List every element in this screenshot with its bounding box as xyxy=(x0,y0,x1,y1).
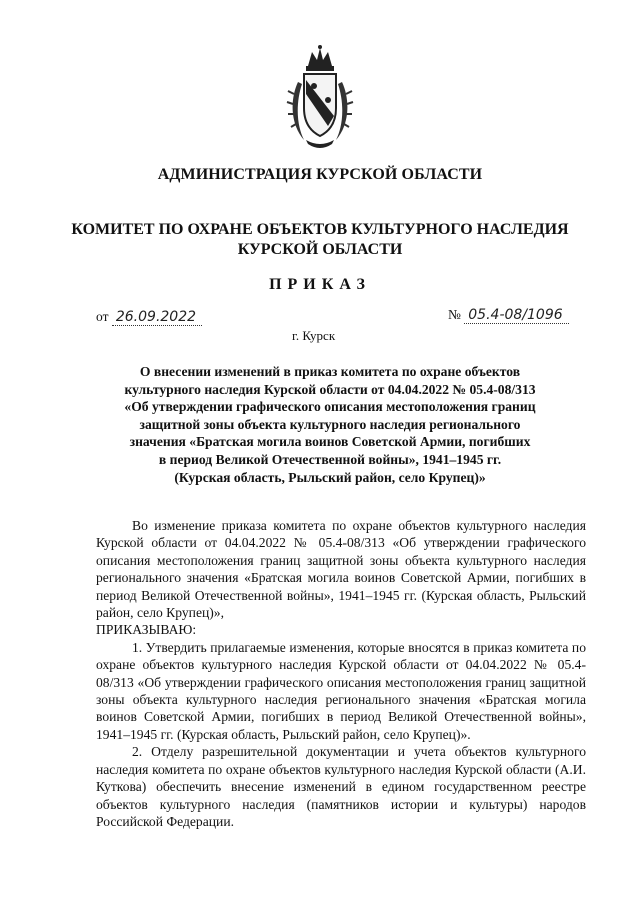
title-line: (Курская область, Рыльский район, село Крупец)» xyxy=(174,469,486,485)
order-title xyxy=(96,363,564,486)
title-line: культурного наследия Курской области от 04.04.2022 № 05.4-08/313 xyxy=(124,381,536,397)
intro-paragraph: Во изменение приказа комитета по охране объектов культурного наследия Курской области от 04.04.2022 № 05.4-08/313 «Об утверждении графического описания местоположения границ защитной зоны объекта культурного наследия регионального значения «Братская могила воинов Советской Армии, погибших в период Великой Отечественной войны», 1941–1945 гг. (Курская область, Рыльский район, село Крупец)», xyxy=(96,518,586,621)
order-body xyxy=(96,517,586,830)
committee-heading xyxy=(60,220,580,260)
title-line: «Об утверждении графического описания местоположения границ xyxy=(124,399,536,415)
date-field xyxy=(96,309,202,326)
date-label: от xyxy=(96,309,109,324)
title-line: значения «Братская могила воинов Советской Армии, погибших xyxy=(129,434,531,450)
handwritten-number: 05.4-08/1096 xyxy=(464,307,568,324)
number-field xyxy=(448,307,569,324)
title-line: в период Великой Отечественной войны», 1941–1945 гг. xyxy=(158,451,502,467)
coat-of-arms-emblem xyxy=(284,44,356,152)
item-1-paragraph: 1. Утвердить прилагаемые изменения, которые вносятся в приказ комитета по охране объектов культурного наследия Курской области от 04.04.2022 № 05.4-08/313 «Об утверждении графического описания местоположения границ защитной зоны объекта культурного наследия регионального значения «Братская могила воинов Советской Армии, погибших в период Великой Отечественной войны», 1941–1945 гг. (Курская область, Рыльский район, село Крупец)». xyxy=(96,639,586,742)
title-line: О внесении изменений в приказ комитета по охране объектов xyxy=(139,364,521,379)
handwritten-date: 26.09.2022 xyxy=(112,309,202,326)
administration-heading: АДМИНИСТРАЦИЯ КУРСКОЙ ОБЛАСТИ xyxy=(157,166,483,183)
city: г. Курск xyxy=(292,328,336,343)
committee-heading-line: КУРСКОЙ ОБЛАСТИ xyxy=(237,241,403,258)
document-type: ПРИКАЗ xyxy=(269,276,371,293)
committee-heading-line: КОМИТЕТ ПО ОХРАНЕ ОБЪЕКТОВ КУЛЬТУРНОГО НАСЛЕДИЯ xyxy=(71,221,569,238)
title-line: защитной зоны объекта культурного наследия регионального xyxy=(139,416,521,432)
order-word: ПРИКАЗЫВАЮ: xyxy=(96,622,197,638)
item-2-paragraph: 2. Отделу разрешительной документации и учета объектов культурного наследия комитета по охране объектов культурного наследия Курской области (А.И. Куткова) обеспечить внесение изменений в едином государственном реестре объектов культурного наследия (памятников истории и культуры) народов Российской Федерации. xyxy=(96,744,586,829)
number-label: № xyxy=(448,307,461,322)
